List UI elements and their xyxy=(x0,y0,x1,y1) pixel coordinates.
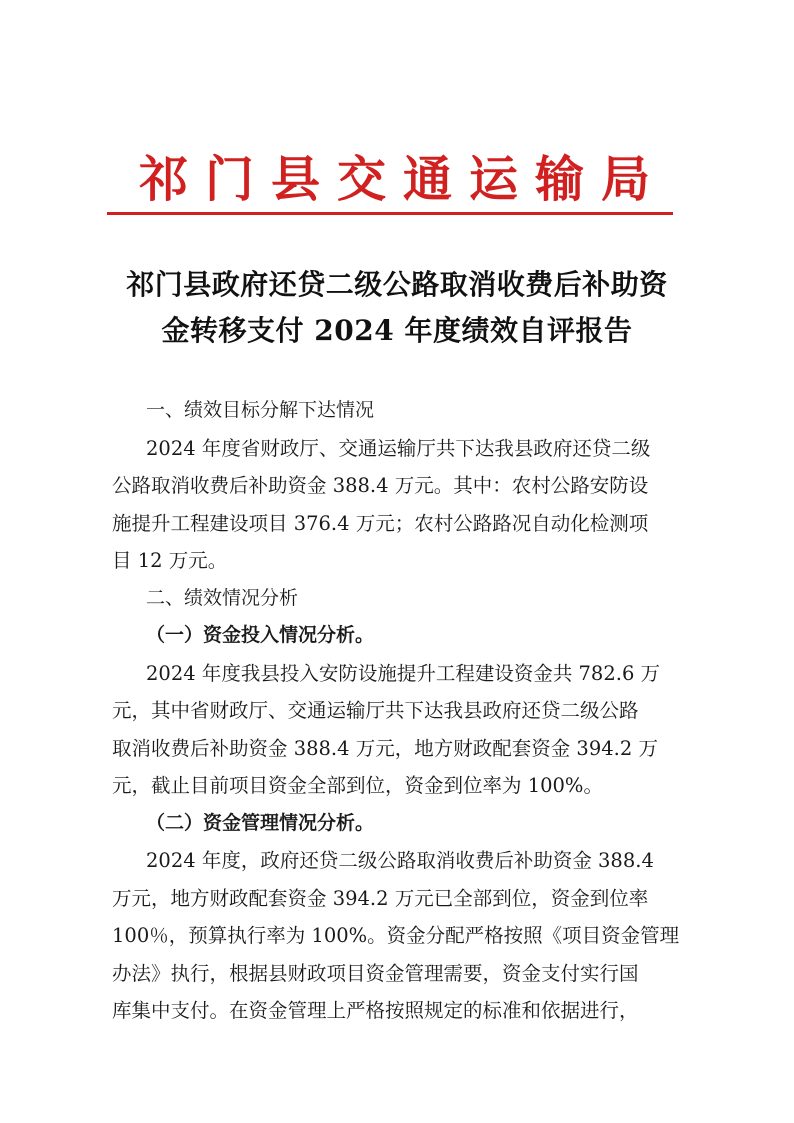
paragraph-line: 公路取消收费后补助资金 388.4 万元。其中：农村公路安防设 xyxy=(112,474,649,497)
masthead-org-name: 祁门县交通运输局 xyxy=(138,151,667,208)
paragraph-line: 100％，预算执行率为 100%。资金分配严格按照《项目资金管理 xyxy=(112,924,680,947)
paragraph-line: 目 12 万元。 xyxy=(112,549,228,572)
document-title xyxy=(110,262,684,354)
subsection-heading-1: （一）资金投入情况分析。 xyxy=(146,624,375,646)
subsection-heading-2: （二）资金管理情况分析。 xyxy=(146,811,375,834)
masthead-red-rule xyxy=(107,212,673,215)
paragraph-line: 2024 年度，政府还贷二级公路取消收费后补助资金 388.4 xyxy=(146,849,654,872)
paragraph-line: 元，截止目前项目资金全部到位，资金到位率为 100%。 xyxy=(112,774,603,797)
paragraph-line: 万元，地方财政配套资金 394.2 万元已全部到位，资金到位率 xyxy=(112,886,649,910)
document-title-line-2: 金转移支付 2024 年度绩效自评报告 xyxy=(161,314,633,347)
paragraph-line: 办法》执行，根据县财政项目资金管理需要，资金支付实行国 xyxy=(112,961,639,985)
document-title-line-1: 祁门县政府还贷二级公路取消收费后补助资 xyxy=(126,268,668,301)
document-body xyxy=(112,392,690,1030)
paragraph-line: 2024 年度我县投入安防设施提升工程建设资金共 782.6 万 xyxy=(146,661,661,685)
section-heading-1: 一、绩效目标分解下达情况 xyxy=(146,399,375,421)
paragraph-line: 库集中支付。在资金管理上严格按照规定的标准和依据进行， xyxy=(112,999,639,1022)
paragraph-line: 施提升工程建设项目 376.4 万元；农村公路路况自动化检测项 xyxy=(112,511,649,535)
paragraph-line: 取消收费后补助资金 388.4 万元，地方财政配套资金 394.2 万 xyxy=(112,736,658,760)
paragraph-line: 2024 年度省财政厅、交通运输厅共下达我县政府还贷二级 xyxy=(146,436,651,460)
paragraph-line: 元，其中省财政厅、交通运输厅共下达我县政府还贷二级公路 xyxy=(112,699,639,722)
section-heading-2: 二、绩效情况分析 xyxy=(146,586,299,609)
